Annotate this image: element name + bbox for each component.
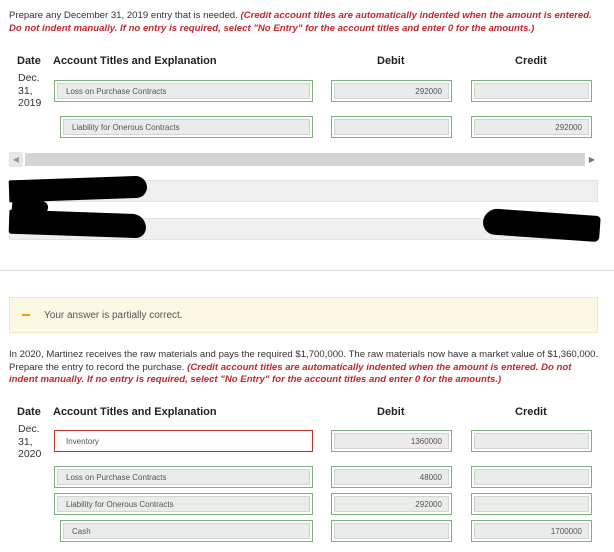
redaction-mark [9, 210, 147, 239]
header-account: Account Titles and Explanation [53, 406, 217, 418]
credit-value [474, 469, 589, 485]
debit-field[interactable] [331, 116, 452, 138]
credit-field[interactable] [471, 520, 592, 542]
credit-value: 292000 [474, 119, 589, 135]
account-field[interactable] [54, 80, 313, 102]
horizontal-scrollbar[interactable] [9, 152, 598, 167]
feedback-banner [9, 297, 598, 333]
account-value: Cash [63, 523, 310, 539]
question-plain: In 2020, Martinez receives the raw materials and pays the required $1,700,000. The raw materials now have a market value of $1,360,000. Prepare the entry to record the purchase. [9, 349, 599, 373]
date-day: 31, [18, 435, 33, 448]
account-field-incorrect[interactable] [54, 430, 313, 452]
account-field[interactable] [60, 520, 313, 542]
divider [0, 270, 614, 271]
credit-field[interactable] [471, 430, 592, 452]
credit-field[interactable] [471, 493, 592, 515]
account-value: Loss on Purchase Contracts [57, 469, 310, 485]
credit-field[interactable] [471, 466, 592, 488]
entry-date [18, 72, 41, 110]
header-date: Date [17, 406, 41, 418]
debit-value: 292000 [334, 83, 449, 99]
debit-field[interactable] [331, 520, 452, 542]
debit-value: 292000 [334, 496, 449, 512]
instruction-plain: Prepare any December 31, 2019 entry that is needed. [9, 10, 238, 21]
credit-value [474, 433, 589, 449]
debit-field[interactable] [331, 430, 452, 452]
header-credit: Credit [515, 406, 547, 418]
debit-field[interactable] [331, 493, 452, 515]
feedback-text: Your answer is partially correct. [44, 309, 183, 321]
header-date: Date [17, 55, 41, 67]
debit-value: 1360000 [334, 433, 449, 449]
instruction-text [9, 10, 599, 35]
account-value: Loss on Purchase Contracts [57, 83, 310, 99]
credit-value [474, 83, 589, 99]
account-value: Liability for Onerous Contracts [57, 496, 310, 512]
scroll-thumb[interactable] [25, 153, 585, 166]
date-month: Dec. [18, 423, 40, 435]
date-year: 2020 [18, 448, 42, 460]
credit-field[interactable] [471, 80, 592, 102]
scroll-right-arrow-icon[interactable]: ▶ [588, 155, 596, 164]
account-value: Liability for Onerous Contracts [63, 119, 310, 135]
date-year: 2019 [18, 97, 42, 109]
entry-date [18, 423, 41, 461]
header-credit: Credit [515, 55, 547, 67]
account-value: Inventory [57, 433, 310, 449]
debit-field[interactable] [331, 466, 452, 488]
instruction-red: (Credit account titles are automatically indented when the amount is entered. Do not indent manually. If no entry is required, select "No Entry" for the account titles and enter 0 for the amounts.) [9, 10, 592, 34]
scroll-left-arrow-icon[interactable]: ◀ [9, 152, 23, 167]
partial-indicator-icon [22, 314, 30, 316]
header-account: Account Titles and Explanation [53, 55, 217, 67]
account-field[interactable] [54, 493, 313, 515]
credit-value: 1700000 [474, 523, 589, 539]
instruction-red: (Credit account titles are automatically indented when the amount is entered. Do not indent manually. If no entry is required, select "No Entry" for the account titles and enter 0 for the amounts.) [9, 361, 572, 385]
credit-field[interactable] [471, 116, 592, 138]
debit-field[interactable] [331, 80, 452, 102]
date-month: Dec. [18, 72, 40, 84]
date-day: 31, [18, 84, 33, 97]
debit-value [334, 119, 449, 135]
question-text [9, 349, 601, 387]
header-debit: Debit [377, 406, 405, 418]
debit-value: 48000 [334, 469, 449, 485]
account-field[interactable] [54, 466, 313, 488]
header-debit: Debit [377, 55, 405, 67]
account-field[interactable] [60, 116, 313, 138]
credit-value [474, 496, 589, 512]
debit-value [334, 523, 449, 539]
